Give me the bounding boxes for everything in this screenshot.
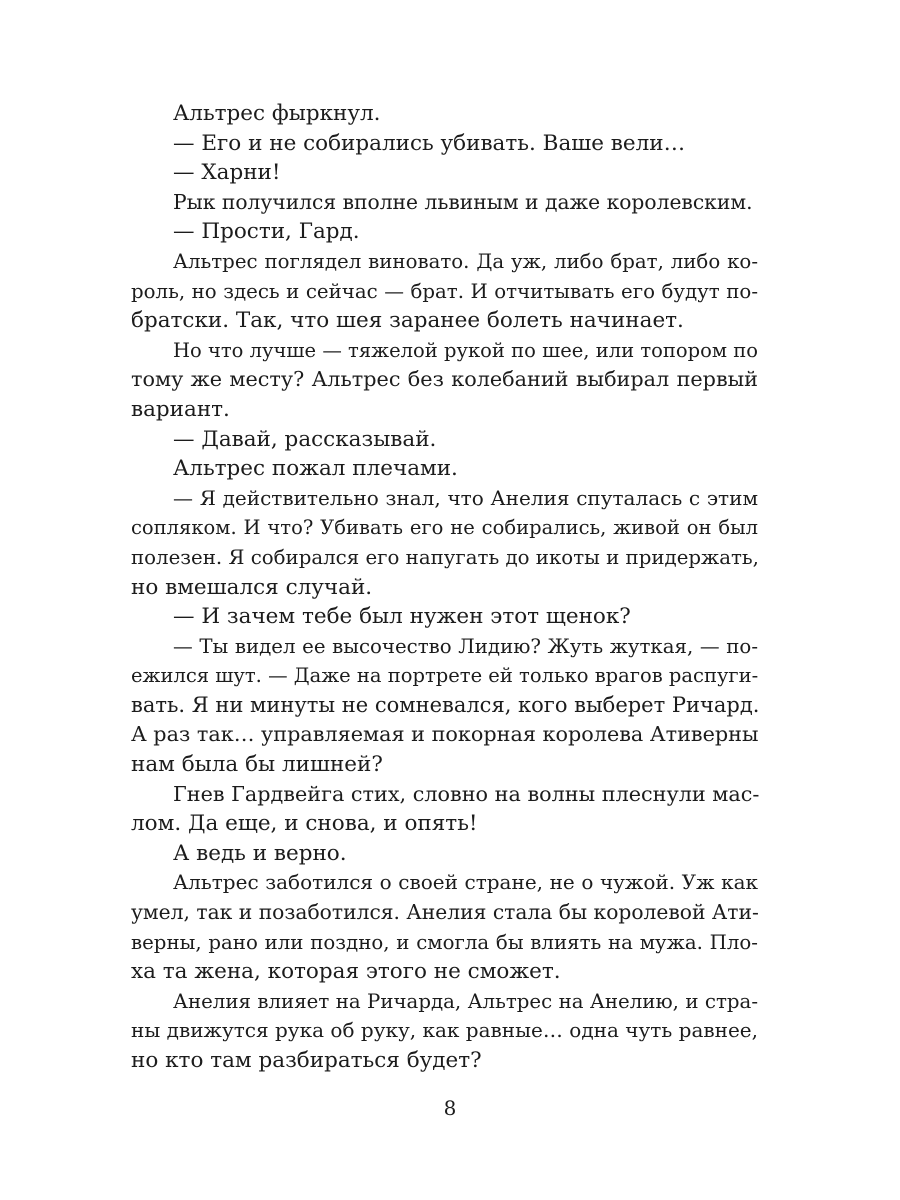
text-line: но вмешался случай.	[131, 574, 373, 600]
text-line: сопляком. И что? Убивать его не собирались, живой он был	[131, 516, 758, 540]
text-line: А раз так… управляемая и покорная королева Ативерны	[131, 722, 759, 747]
text-line: вариант.	[131, 396, 230, 422]
text-line: — Ты видел ее высочество Лидию? Жуть жуткая, — по-	[173, 634, 758, 658]
text-line: — Я действительно знал, что Анелия спуталась с этим	[173, 485, 758, 510]
text-line: Анелия влияет на Ричарда, Альтрес на Анелию, и стра-	[173, 989, 758, 1013]
page-number: 8	[443, 1096, 457, 1120]
text-line: ны движутся рука об руку, как равные… одна чуть равнее,	[131, 1018, 758, 1043]
text-line: Но что лучше — тяжелой рукой по шее, или топором по	[173, 338, 758, 362]
text-line: ежился шут. — Даже на портрете ей только врагов распуги-	[131, 664, 759, 688]
text-line: — Его и не собирались убивать. Ваше вели…	[173, 130, 686, 156]
text-line: вать. Я ни минуты не сомневался, кого выберет Ричард.	[131, 692, 760, 717]
text-line: Рык получился вполне львиным и даже королевским.	[173, 189, 753, 214]
text-line: Альтрес фыркнул.	[173, 101, 381, 126]
text-line: полезен. Я собирался его напугать до икоты и придержать,	[131, 545, 759, 569]
text-line: Альтрес заботился о своей стране, не о чужой. Уж как	[173, 870, 758, 895]
text-line: Альтрес пожал плечами.	[173, 456, 458, 482]
text-line: ха та жена, которая этого не сможет.	[131, 959, 561, 985]
text-line: братски. Так, что шея заранее болеть начинает.	[131, 308, 684, 334]
text-line: лом. Да еще, и снова, и опять!	[131, 811, 478, 837]
body-text	[131, 99, 758, 1076]
text-line: роль, но здесь и сейчас — брат. И отчитывать его будут по-	[131, 279, 758, 303]
text-line: — Прости, Гард.	[173, 219, 360, 245]
text-line: А ведь и верно.	[173, 840, 347, 866]
text-line: но кто там разбираться будет?	[131, 1048, 482, 1073]
text-line: — И зачем тебе был нужен этот щенок?	[173, 604, 631, 630]
text-line: нам была бы лишней?	[131, 752, 383, 778]
text-line: — Харни!	[173, 160, 281, 186]
text-line: — Давай, рассказывай.	[173, 426, 437, 452]
text-line: Гнев Гардвейга стих, словно на волны плеснули мас-	[173, 781, 760, 806]
text-line: тому же месту? Альтрес без колебаний выбирал первый	[131, 367, 758, 392]
text-line: верны, рано или поздно, и смогла бы влиять на мужа. Пло-	[131, 930, 758, 954]
text-line: Альтрес поглядел виновато. Да уж, либо брат, либо ко-	[173, 249, 758, 273]
text-line: умел, так и позаботился. Анелия стала бы королевой Ати-	[131, 900, 759, 925]
